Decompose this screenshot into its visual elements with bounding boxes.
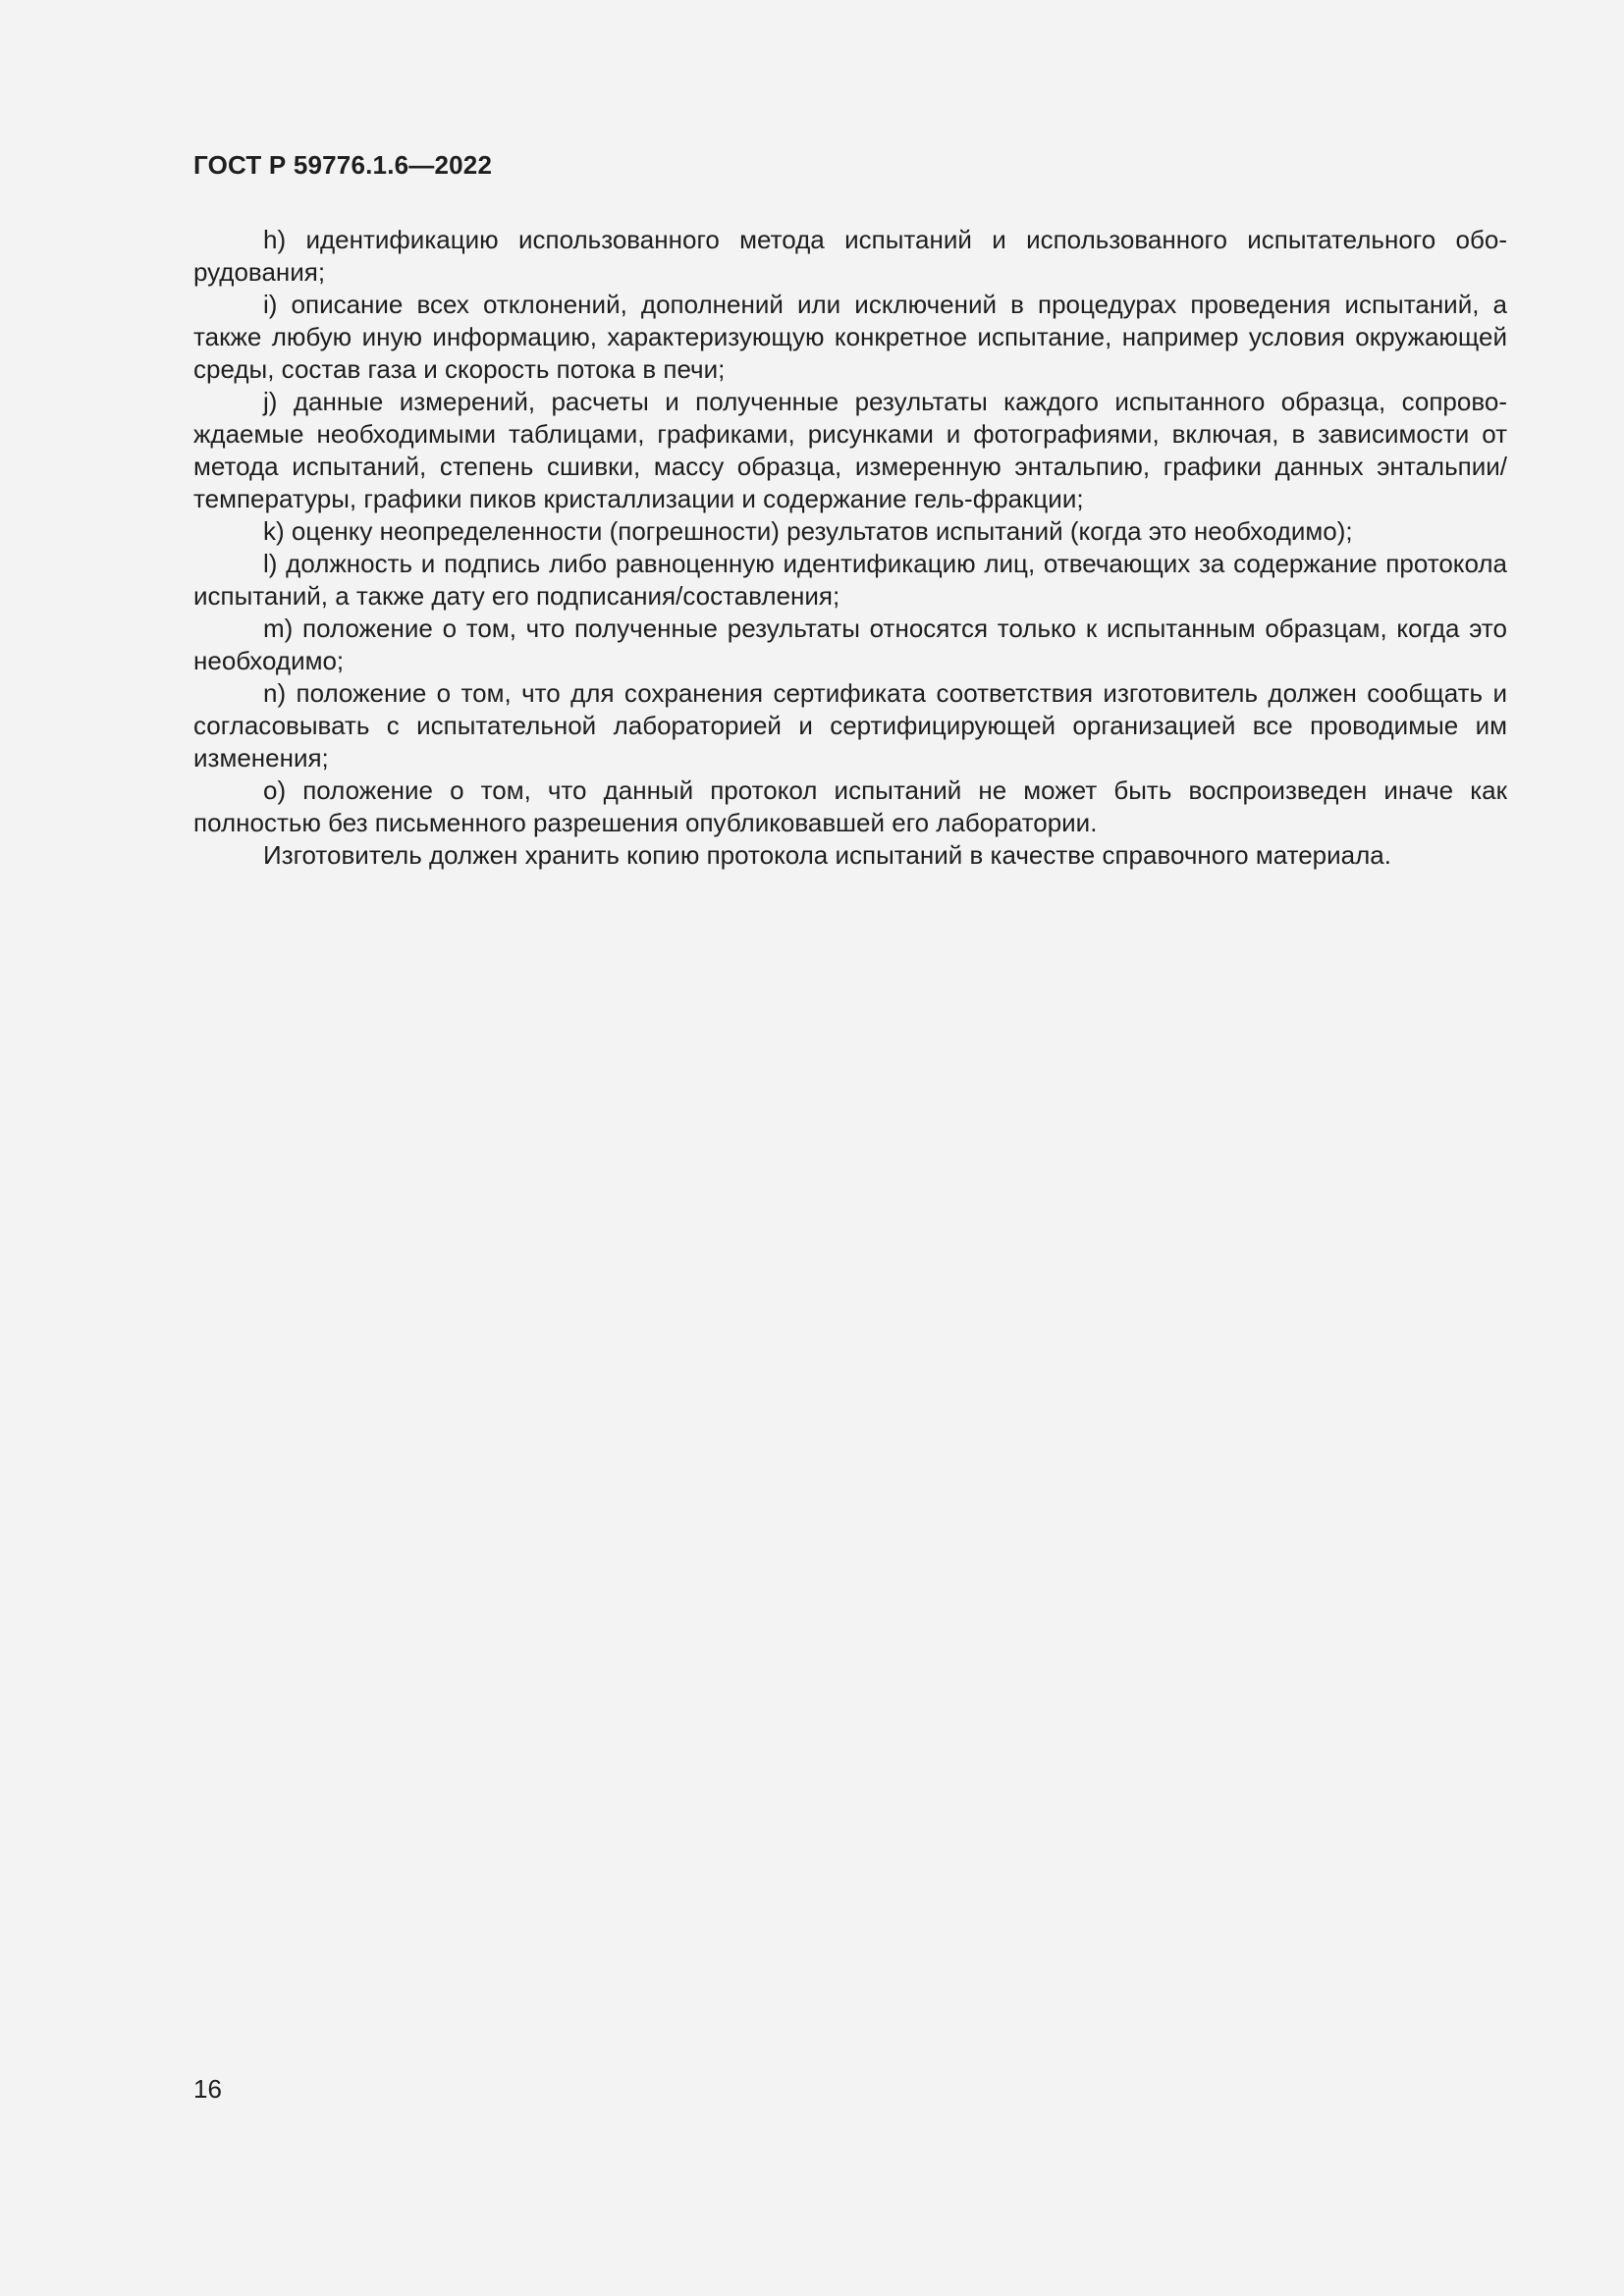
paragraph-item-i: i) описание всех отклонений, дополнений или исключений в процедурах проведения испытаний, а также любую иную информацию, характеризующую конкретное испытание, например условия окружающей среды, состав газа и скорость потока в печи;: [193, 290, 1507, 384]
paragraph-item-m: m) положение о том, что полученные результаты относятся только к испытанным образцам, когда это необходимо;: [193, 614, 1507, 675]
document-body: [193, 224, 1507, 872]
paragraph-item-n: n) положение о том, что для сохранения сертификата соответствия изготовитель должен сообщать и согласовывать с испытательной лабораторией и сертифицирующей организацией все проводимые им изменения;: [193, 678, 1507, 773]
paragraph-item-k: k) оценку неопределенности (погрешности) результатов испытаний (когда это необходимо);: [263, 516, 1353, 546]
paragraph-item-h: h) идентификацию использованного метода испытаний и использованного испытательного оборудования;: [193, 225, 1507, 287]
paragraph-item-j: j) данные измерений, расчеты и полученные результаты каждого испытанного образца, сопровождаемые необходимыми таблицами, графиками, рисунками и фотографиями, включая, в зависимости от метода испытаний, степень сшивки, массу образца, измеренную энтальпию, графики данных энтальпии/температуры, графики пиков кристаллизации и содержание гель-фракции;: [193, 387, 1507, 513]
paragraph-item-l: l) должность и подпись либо равноценную идентификацию лиц, отвечающих за содержание протокола испытаний, а также дату его подписания/составления;: [193, 549, 1507, 611]
paragraph-item-o: o) положение о том, что данный протокол испытаний не может быть воспроизведен иначе как полностью без письменного разрешения опубликовавшей его лаборатории.: [193, 775, 1507, 837]
page-number: 16: [193, 2074, 222, 2104]
document-header-id: ГОСТ Р 59776.1.6—2022: [193, 150, 493, 180]
paragraph-closing: Изготовитель должен хранить копию протокола испытаний в качестве справочного материала.: [263, 840, 1391, 870]
